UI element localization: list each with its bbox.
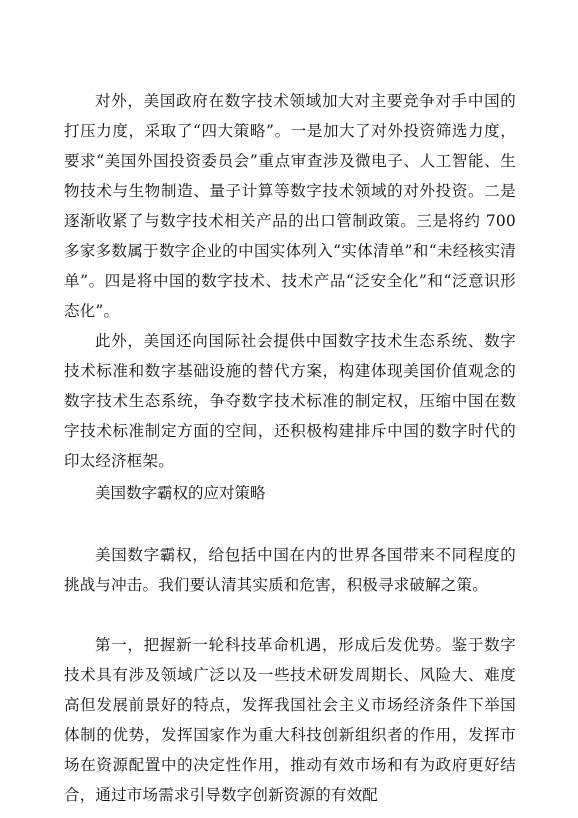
paragraph-alternative-ecosystem: 此外，美国还向国际社会提供中国数字技术生态系统、数字技术标准和数字基础设施的替代方案，构建体现美国价值观念的数字技术生态系统，争夺数字技术标准的制定权，压缩中国在数字技术标准制定方面的空间，还积极构建排斥中国的数字时代的印太经济框架。 (64, 332, 516, 470)
paragraph-us-suppression-strategies: 对外，美国政府在数字技术领域加大对主要竞争对手中国的打压力度，采取了“四大策略”。一是加大了对外投资筛选力度，要求“美国外国投资委员会”重点审查涉及微电子、人工智能、生物技术与生物制造、量子计算等数字技术领域的对外投资。二是逐渐收紧了与数字技术相关产品的出口管制政策。三是将约 700 多家多数属于数字企业的中国实体列入“实体清单”和“未经核实清单”。四是将中国的数字技术、技术产品“泛安全化”和“泛意识形态化”。 (64, 92, 516, 320)
paragraph-challenge-intro: 美国数字霸权，给包括中国在内的世界各国带来不同程度的挑战与冲击。我们要认清其实质和危害，积极寻求破解之策。 (64, 546, 516, 594)
section-heading: 美国数字霸权的应对策略 (95, 484, 266, 502)
paragraph-first-strategy: 第一，把握新一轮科技革命机遇，形成后发优势。鉴于数字技术具有涉及领域广泛以及一些技术研发周期长、风险大、难度高但发展前景好的特点，发挥我国社会主义市场经济条件下举国体制的优势，发挥国家作为重大科技创新组织者的作用，发挥市场在资源配置中的决定性作用，推动有效市场和有为政府更好结合，通过市场需求引导数字创新资源的有效配 (64, 636, 516, 804)
